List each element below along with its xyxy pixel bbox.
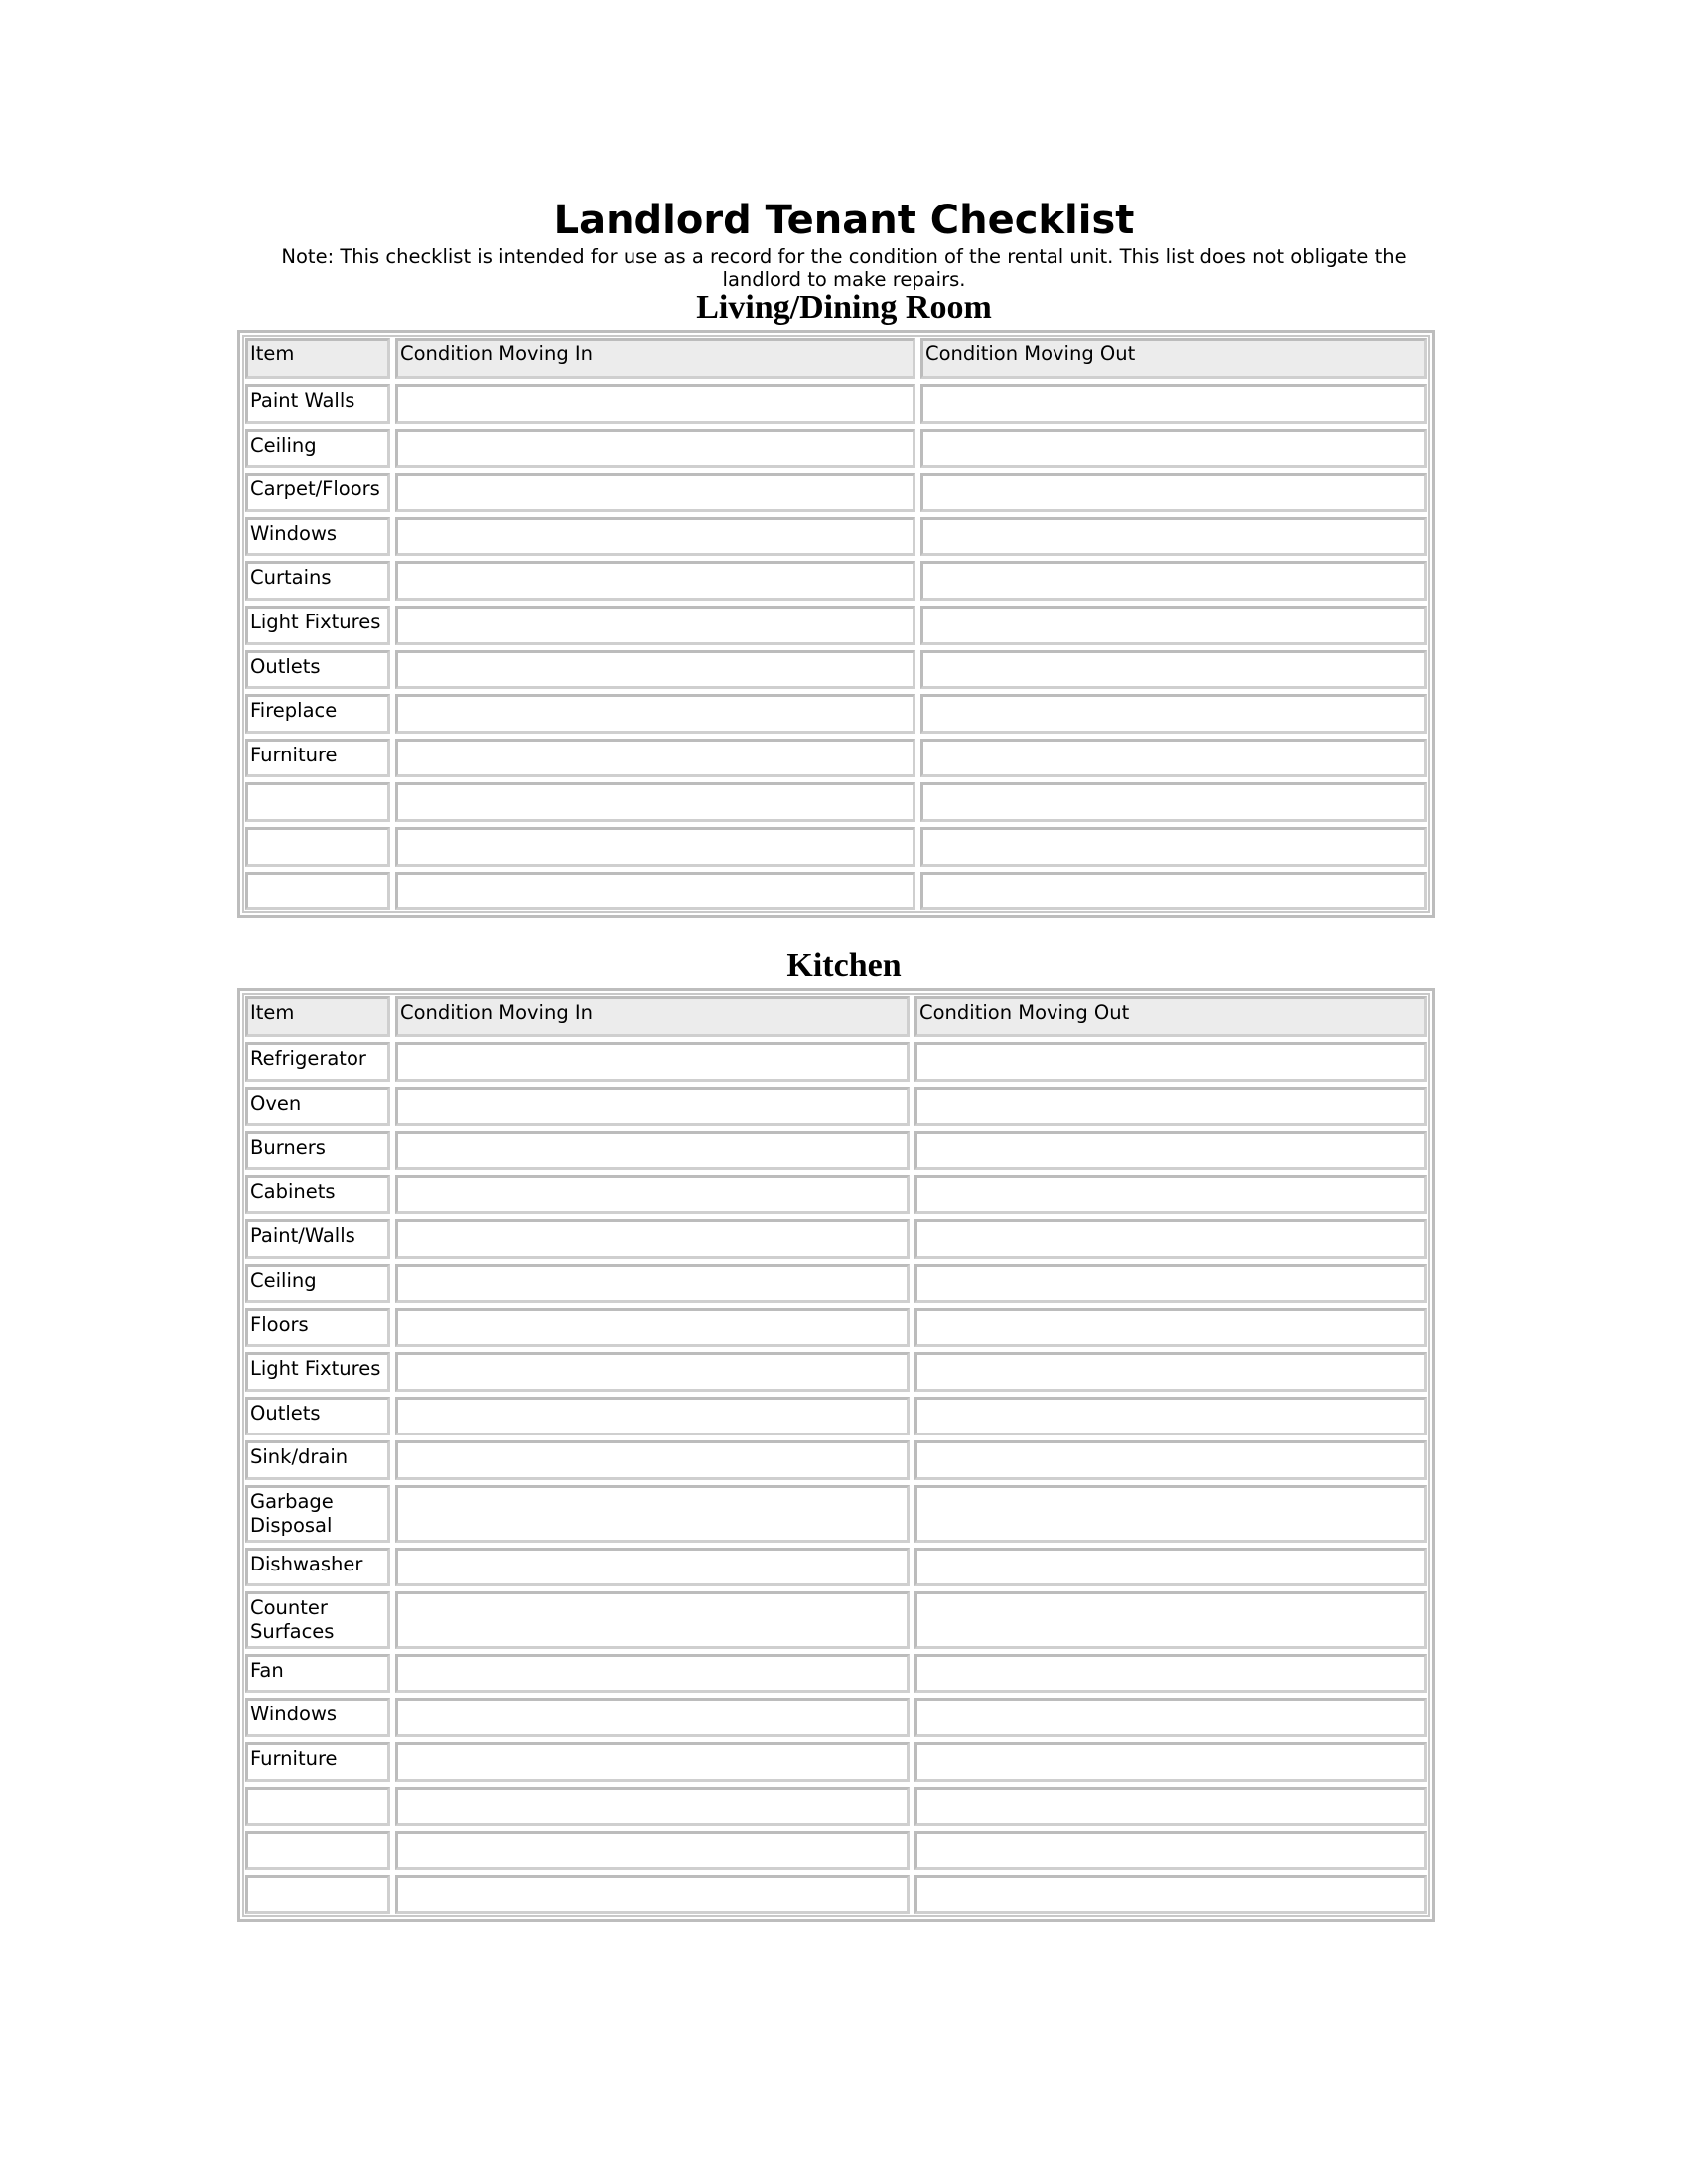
table-row (245, 1087, 1427, 1127)
condition-moving-out-cell[interactable] (920, 561, 1427, 601)
row-item-label: Refrigerator (245, 1042, 390, 1082)
condition-moving-in-cell[interactable] (395, 694, 915, 734)
condition-moving-out-cell[interactable] (914, 1264, 1427, 1303)
condition-moving-in-cell[interactable] (395, 1591, 910, 1649)
condition-moving-in-cell[interactable] (395, 1485, 910, 1543)
row-item-label: Paint/Walls (245, 1219, 390, 1259)
table-row (245, 827, 1427, 867)
column-header-condition-in: Condition Moving In (395, 996, 910, 1037)
condition-moving-in-cell[interactable] (395, 1654, 910, 1694)
condition-moving-out-cell[interactable] (914, 1698, 1427, 1737)
condition-moving-in-cell[interactable] (395, 1042, 910, 1082)
row-item-label: Ceiling (245, 1264, 390, 1303)
condition-moving-out-cell[interactable] (920, 694, 1427, 734)
table-row (245, 517, 1427, 557)
condition-moving-in-cell[interactable] (395, 1440, 910, 1480)
row-item-label: Fireplace (245, 694, 390, 734)
row-item-label: Outlets (245, 650, 390, 690)
condition-moving-in-cell[interactable] (395, 1742, 910, 1782)
table-row (245, 694, 1427, 734)
table-header-row (245, 338, 1427, 379)
page-title: Landlord Tenant Checklist (553, 198, 1135, 243)
condition-moving-in-cell[interactable] (395, 739, 915, 778)
condition-moving-out-cell[interactable] (920, 517, 1427, 557)
row-item-blank (245, 1787, 390, 1827)
table-row (245, 1485, 1427, 1543)
condition-moving-out-cell[interactable] (914, 1352, 1427, 1392)
condition-moving-out-cell[interactable] (914, 1308, 1427, 1348)
table-row (245, 1654, 1427, 1694)
column-header-condition-out: Condition Moving Out (914, 996, 1427, 1037)
row-item-blank (245, 872, 390, 911)
condition-moving-in-cell[interactable] (395, 517, 915, 557)
section-heading-living-dining: Living/Dining Room (696, 289, 992, 326)
condition-moving-out-cell[interactable] (920, 827, 1427, 867)
row-item-label: Burners (245, 1131, 390, 1170)
condition-moving-out-cell[interactable] (920, 384, 1427, 424)
condition-moving-in-cell[interactable] (395, 561, 915, 601)
condition-moving-in-cell[interactable] (395, 429, 915, 469)
condition-moving-in-cell[interactable] (395, 1787, 910, 1827)
row-item-label: Cabinets (245, 1175, 390, 1215)
row-item-label: Light Fixtures (245, 1352, 390, 1392)
table-row (245, 1831, 1427, 1870)
condition-moving-in-cell[interactable] (395, 1219, 910, 1259)
table-row (245, 1742, 1427, 1782)
row-item-label: Dishwasher (245, 1548, 390, 1587)
disclaimer-note: Note: This checklist is intended for use as a record for the condition of the rental unit. This list does not obligate the landlord to make repairs. (281, 245, 1407, 291)
row-item-label: Oven (245, 1087, 390, 1127)
table-row (245, 739, 1427, 778)
table-header-row (245, 996, 1427, 1037)
table-row (245, 1591, 1427, 1649)
table-row (245, 1219, 1427, 1259)
table-row (245, 1548, 1427, 1587)
condition-moving-out-cell[interactable] (914, 1175, 1427, 1215)
column-header-condition-out: Condition Moving Out (920, 338, 1427, 379)
kitchen-checklist-table (237, 988, 1435, 1922)
condition-moving-out-cell[interactable] (914, 1131, 1427, 1170)
row-item-blank (245, 782, 390, 822)
row-item-label: Furniture (245, 739, 390, 778)
row-item-blank (245, 1875, 390, 1915)
condition-moving-out-cell[interactable] (914, 1219, 1427, 1259)
table-row (245, 1352, 1427, 1392)
row-item-label: Paint Walls (245, 384, 390, 424)
row-item-label: Counter Surfaces (245, 1591, 390, 1649)
condition-moving-in-cell[interactable] (395, 650, 915, 690)
table-row (245, 561, 1427, 601)
condition-moving-in-cell[interactable] (395, 1698, 910, 1737)
condition-moving-in-cell[interactable] (395, 1264, 910, 1303)
condition-moving-out-cell[interactable] (914, 1042, 1427, 1082)
condition-moving-out-cell[interactable] (920, 606, 1427, 645)
condition-moving-in-cell[interactable] (395, 827, 915, 867)
row-item-label: Outlets (245, 1397, 390, 1436)
row-item-label: Floors (245, 1308, 390, 1348)
condition-moving-in-cell[interactable] (395, 1548, 910, 1587)
table-row (245, 1308, 1427, 1348)
row-item-label: Windows (245, 517, 390, 557)
row-item-label: Carpet/Floors (245, 473, 390, 512)
condition-moving-out-cell[interactable] (920, 429, 1427, 469)
column-header-item: Item (245, 996, 390, 1037)
condition-moving-in-cell[interactable] (395, 1875, 910, 1915)
column-header-item: Item (245, 338, 390, 379)
table-row (245, 1397, 1427, 1436)
condition-moving-out-cell[interactable] (920, 872, 1427, 911)
row-item-label: Fan (245, 1654, 390, 1694)
condition-moving-in-cell[interactable] (395, 1831, 910, 1870)
row-item-blank (245, 827, 390, 867)
row-item-label: Curtains (245, 561, 390, 601)
table-row (245, 872, 1427, 911)
table-row (245, 782, 1427, 822)
table-row (245, 1698, 1427, 1737)
condition-moving-out-cell[interactable] (920, 473, 1427, 512)
row-item-blank (245, 1831, 390, 1870)
condition-moving-out-cell[interactable] (920, 650, 1427, 690)
condition-moving-out-cell[interactable] (914, 1787, 1427, 1827)
condition-moving-out-cell[interactable] (920, 739, 1427, 778)
condition-moving-in-cell[interactable] (395, 1397, 910, 1436)
table-row (245, 384, 1427, 424)
table-row (245, 1440, 1427, 1480)
condition-moving-in-cell[interactable] (395, 606, 915, 645)
condition-moving-out-cell[interactable] (914, 1654, 1427, 1694)
condition-moving-out-cell[interactable] (914, 1440, 1427, 1480)
row-item-label: Windows (245, 1698, 390, 1737)
condition-moving-in-cell[interactable] (395, 1352, 910, 1392)
row-item-label: Garbage Disposal (245, 1485, 390, 1543)
living-dining-checklist-table (237, 330, 1435, 918)
table-row (245, 1042, 1427, 1082)
condition-moving-out-cell[interactable] (920, 782, 1427, 822)
table-row (245, 473, 1427, 512)
row-item-label: Sink/drain (245, 1440, 390, 1480)
table-row (245, 650, 1427, 690)
table-row (245, 1264, 1427, 1303)
condition-moving-out-cell[interactable] (914, 1875, 1427, 1915)
row-item-label: Furniture (245, 1742, 390, 1782)
table-row (245, 1875, 1427, 1915)
table-row (245, 606, 1427, 645)
column-header-condition-in: Condition Moving In (395, 338, 915, 379)
condition-moving-in-cell[interactable] (395, 1308, 910, 1348)
condition-moving-in-cell[interactable] (395, 1175, 910, 1215)
row-item-label: Ceiling (245, 429, 390, 469)
table-row (245, 1175, 1427, 1215)
condition-moving-in-cell[interactable] (395, 384, 915, 424)
section-heading-kitchen: Kitchen (786, 947, 902, 984)
row-item-label: Light Fixtures (245, 606, 390, 645)
condition-moving-in-cell[interactable] (395, 1087, 910, 1127)
table-row (245, 1131, 1427, 1170)
condition-moving-out-cell[interactable] (914, 1087, 1427, 1127)
condition-moving-out-cell[interactable] (914, 1591, 1427, 1649)
condition-moving-in-cell[interactable] (395, 782, 915, 822)
condition-moving-in-cell[interactable] (395, 1131, 910, 1170)
condition-moving-out-cell[interactable] (914, 1397, 1427, 1436)
condition-moving-in-cell[interactable] (395, 473, 915, 512)
condition-moving-out-cell[interactable] (914, 1548, 1427, 1587)
condition-moving-in-cell[interactable] (395, 872, 915, 911)
condition-moving-out-cell[interactable] (914, 1742, 1427, 1782)
table-row (245, 1787, 1427, 1827)
table-row (245, 429, 1427, 469)
condition-moving-out-cell[interactable] (914, 1485, 1427, 1543)
condition-moving-out-cell[interactable] (914, 1831, 1427, 1870)
